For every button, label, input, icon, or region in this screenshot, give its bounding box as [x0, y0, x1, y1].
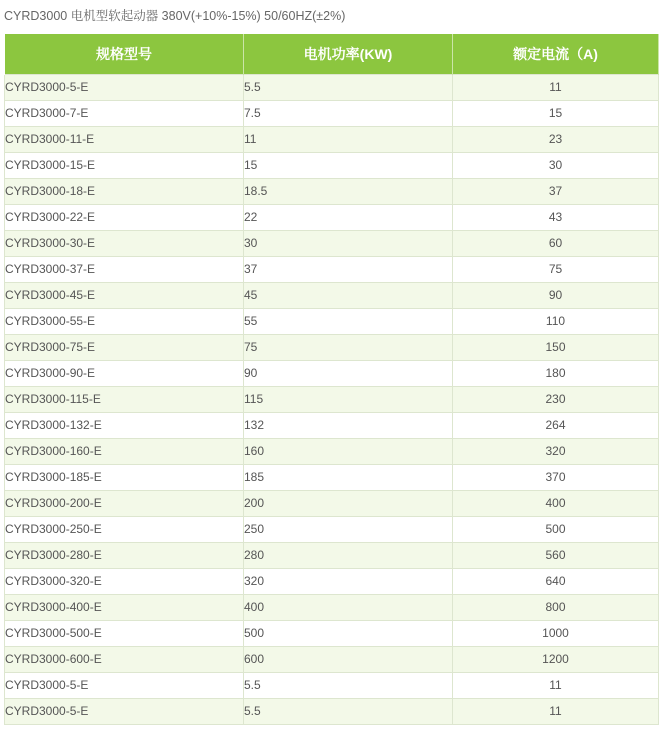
cell-power: 600 — [244, 647, 453, 673]
table-row — [5, 205, 659, 231]
cell-model: CYRD3000-45-E — [5, 283, 244, 309]
cell-model: CYRD3000-115-E — [5, 387, 244, 413]
cell-power: 400 — [244, 595, 453, 621]
cell-current: 11 — [453, 75, 659, 101]
cell-model: CYRD3000-5-E — [5, 75, 244, 101]
cell-model: CYRD3000-18-E — [5, 179, 244, 205]
cell-current: 30 — [453, 153, 659, 179]
cell-model: CYRD3000-132-E — [5, 413, 244, 439]
cell-power: 5.5 — [244, 673, 453, 699]
table-row — [5, 231, 659, 257]
table-row — [5, 673, 659, 699]
cell-model: CYRD3000-250-E — [5, 517, 244, 543]
cell-power: 132 — [244, 413, 453, 439]
table-row — [5, 257, 659, 283]
table-row — [5, 543, 659, 569]
table-row — [5, 647, 659, 673]
table-row — [5, 517, 659, 543]
cell-current: 320 — [453, 439, 659, 465]
cell-power: 75 — [244, 335, 453, 361]
cell-power: 500 — [244, 621, 453, 647]
cell-model: CYRD3000-160-E — [5, 439, 244, 465]
cell-current: 800 — [453, 595, 659, 621]
cell-current: 1200 — [453, 647, 659, 673]
cell-current: 11 — [453, 673, 659, 699]
cell-model: CYRD3000-15-E — [5, 153, 244, 179]
cell-model: CYRD3000-37-E — [5, 257, 244, 283]
table-row — [5, 595, 659, 621]
cell-current: 230 — [453, 387, 659, 413]
cell-current: 37 — [453, 179, 659, 205]
cell-current: 370 — [453, 465, 659, 491]
cell-current: 1000 — [453, 621, 659, 647]
table-row — [5, 621, 659, 647]
table-row — [5, 127, 659, 153]
cell-current: 23 — [453, 127, 659, 153]
cell-power: 18.5 — [244, 179, 453, 205]
table-row — [5, 283, 659, 309]
cell-power: 55 — [244, 309, 453, 335]
cell-model: CYRD3000-280-E — [5, 543, 244, 569]
cell-model: CYRD3000-75-E — [5, 335, 244, 361]
cell-current: 640 — [453, 569, 659, 595]
cell-current: 180 — [453, 361, 659, 387]
cell-current: 60 — [453, 231, 659, 257]
cell-power: 37 — [244, 257, 453, 283]
cell-model: CYRD3000-320-E — [5, 569, 244, 595]
cell-model: CYRD3000-7-E — [5, 101, 244, 127]
table-row — [5, 439, 659, 465]
cell-current: 90 — [453, 283, 659, 309]
cell-current: 43 — [453, 205, 659, 231]
cell-model: CYRD3000-55-E — [5, 309, 244, 335]
cell-current: 400 — [453, 491, 659, 517]
table-row — [5, 569, 659, 595]
cell-current: 110 — [453, 309, 659, 335]
cell-current: 15 — [453, 101, 659, 127]
cell-power: 45 — [244, 283, 453, 309]
cell-power: 22 — [244, 205, 453, 231]
cell-power: 5.5 — [244, 699, 453, 725]
cell-power: 30 — [244, 231, 453, 257]
table-row — [5, 465, 659, 491]
cell-power: 200 — [244, 491, 453, 517]
cell-model: CYRD3000-11-E — [5, 127, 244, 153]
table-row — [5, 491, 659, 517]
header-current: 额定电流（A) — [453, 34, 659, 75]
cell-model: CYRD3000-500-E — [5, 621, 244, 647]
cell-power: 5.5 — [244, 75, 453, 101]
cell-power: 90 — [244, 361, 453, 387]
table-header — [5, 34, 659, 75]
table-row — [5, 361, 659, 387]
table-row — [5, 387, 659, 413]
cell-power: 115 — [244, 387, 453, 413]
cell-power: 280 — [244, 543, 453, 569]
cell-power: 11 — [244, 127, 453, 153]
cell-power: 320 — [244, 569, 453, 595]
table-row — [5, 153, 659, 179]
cell-power: 15 — [244, 153, 453, 179]
cell-model: CYRD3000-90-E — [5, 361, 244, 387]
page-title: CYRD3000 电机型软起动器 380V(+10%-15%) 50/60HZ(±2%) — [4, 9, 346, 23]
cell-power: 250 — [244, 517, 453, 543]
cell-current: 264 — [453, 413, 659, 439]
cell-model: CYRD3000-200-E — [5, 491, 244, 517]
table-row — [5, 335, 659, 361]
spec-table — [4, 34, 659, 725]
cell-power: 160 — [244, 439, 453, 465]
cell-model: CYRD3000-600-E — [5, 647, 244, 673]
cell-model: CYRD3000-400-E — [5, 595, 244, 621]
cell-model: CYRD3000-22-E — [5, 205, 244, 231]
header-row — [5, 34, 659, 75]
cell-current: 150 — [453, 335, 659, 361]
cell-current: 500 — [453, 517, 659, 543]
cell-power: 185 — [244, 465, 453, 491]
cell-model: CYRD3000-185-E — [5, 465, 244, 491]
header-model: 规格型号 — [5, 34, 244, 75]
cell-current: 75 — [453, 257, 659, 283]
cell-model: CYRD3000-5-E — [5, 673, 244, 699]
cell-current: 560 — [453, 543, 659, 569]
cell-current: 11 — [453, 699, 659, 725]
table-body — [5, 75, 659, 725]
cell-power: 7.5 — [244, 101, 453, 127]
table-row — [5, 101, 659, 127]
table-row — [5, 413, 659, 439]
cell-model: CYRD3000-30-E — [5, 231, 244, 257]
table-row — [5, 699, 659, 725]
header-power: 电机功率(KW) — [244, 34, 453, 75]
table-row — [5, 309, 659, 335]
table-row — [5, 179, 659, 205]
table-row — [5, 75, 659, 101]
cell-model: CYRD3000-5-E — [5, 699, 244, 725]
